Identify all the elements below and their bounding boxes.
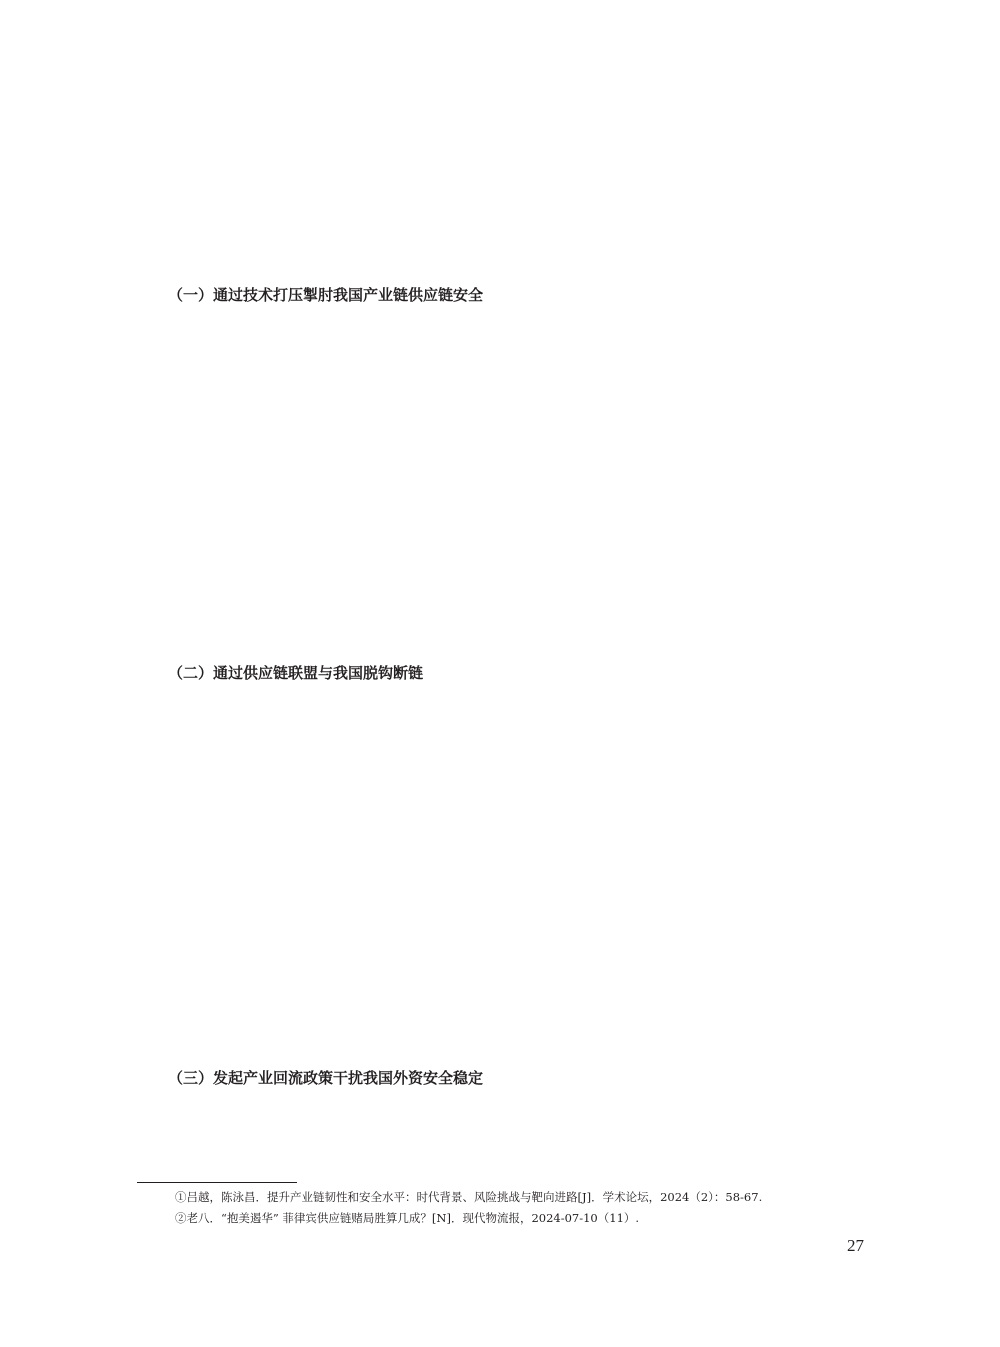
footnote-divider (137, 1182, 297, 1183)
paragraph-supply-chain-alliance (137, 687, 864, 1065)
paragraph-technology-suppression (137, 309, 864, 660)
main-text (137, 120, 864, 1173)
paragraph-industrial-reshoring (137, 1092, 864, 1173)
page-number: 27 (847, 1236, 864, 1255)
paragraph-intro-continued (137, 120, 864, 282)
footnote-2: ②老八．“抱美遏华” 菲律宾供应链赌局胜算几成？[N]．现代物流报，2024-07-10（11）. (175, 1211, 640, 1225)
section-heading-3: （三）发起产业回流政策干扰我国外资安全稳定 (168, 1069, 484, 1087)
section-heading-1: （一）通过技术打压掣肘我国产业链供应链安全 (168, 286, 484, 304)
footnote-1: ①吕越，陈泳昌．提升产业链韧性和安全水平：时代背景、风险挑战与靶向进路[J]．学术论坛，2024（2）：58-67. (175, 1190, 763, 1204)
footnotes (137, 1187, 864, 1229)
section-heading-2: （二）通过供应链联盟与我国脱钩断链 (168, 664, 424, 682)
